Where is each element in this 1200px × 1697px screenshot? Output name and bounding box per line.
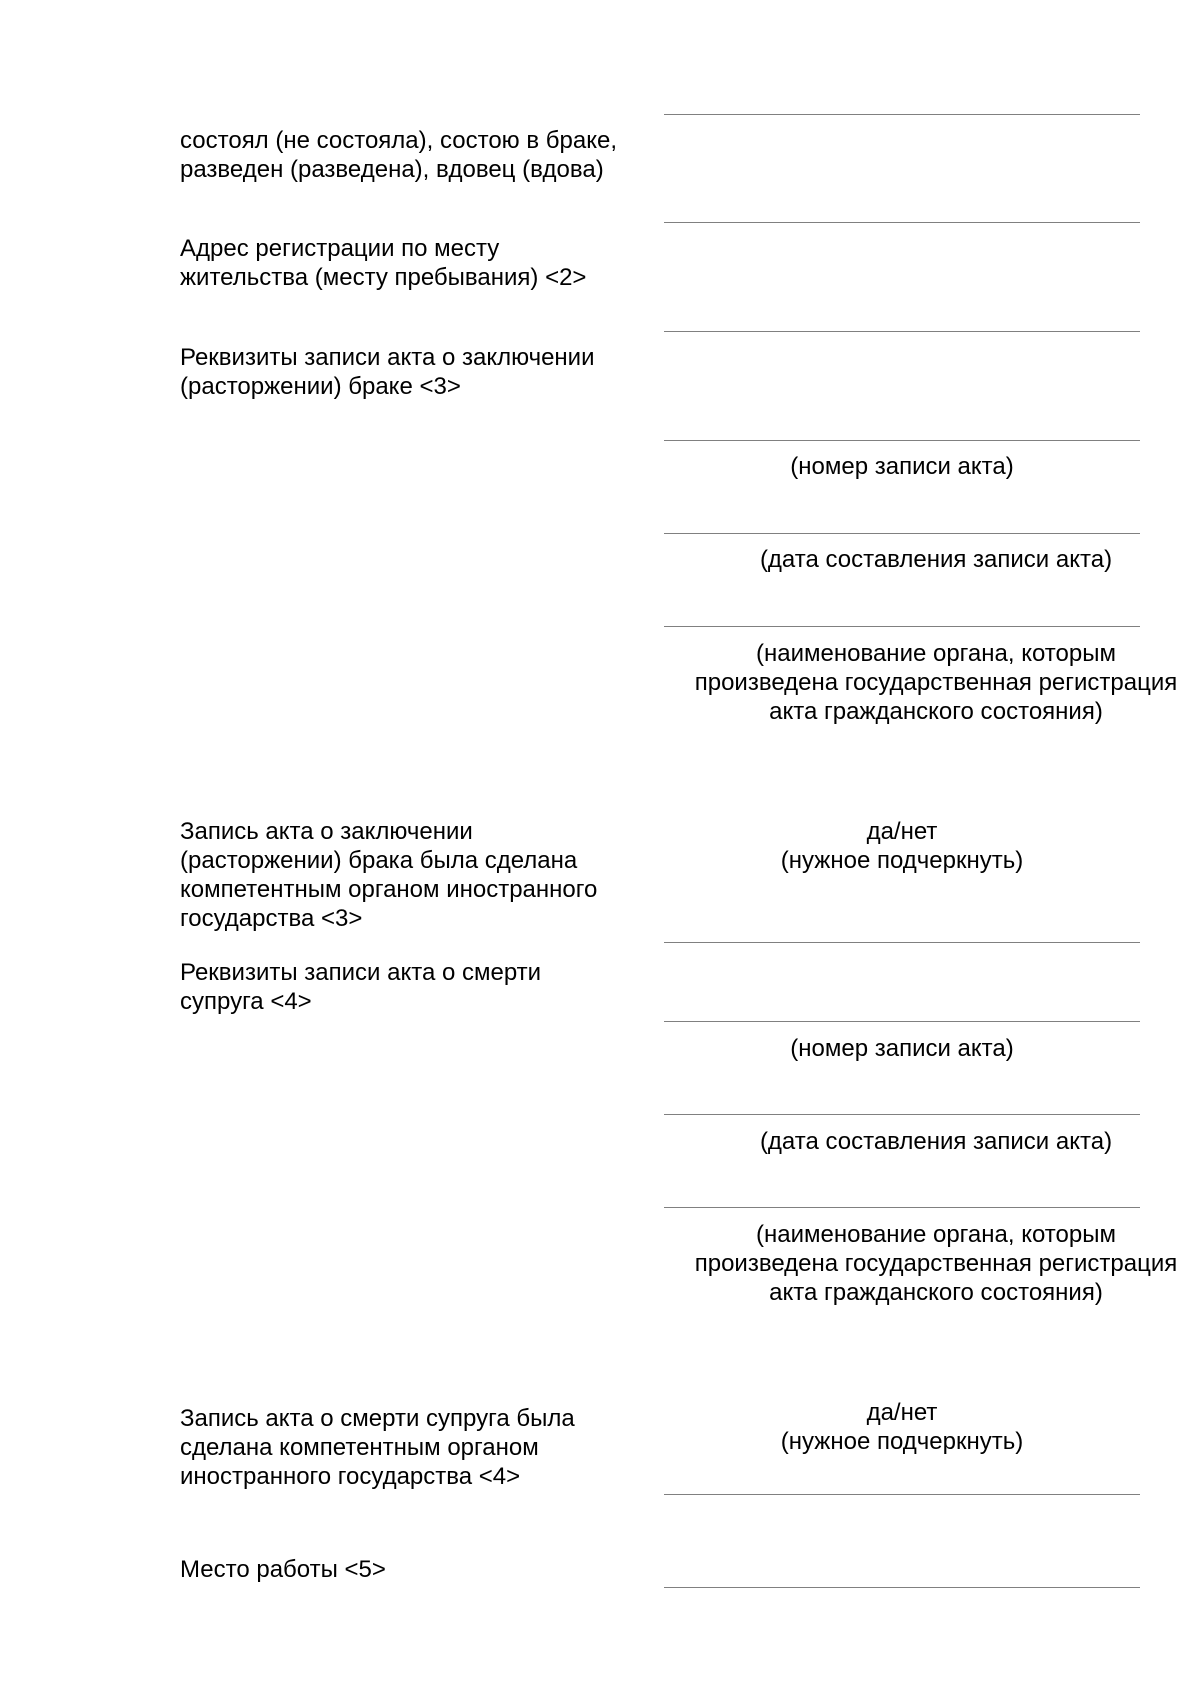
death-underline-hint: (нужное подчеркнуть) <box>780 1428 1024 1455</box>
marriage-record-number-caption: (номер записи акта) <box>790 453 1014 480</box>
death-foreign-line <box>664 1494 1140 1495</box>
death-record-date-line <box>664 1207 1140 1208</box>
death-record-number-caption: (номер записи акта) <box>790 1035 1014 1062</box>
marriage-foreign-line <box>664 942 1140 943</box>
marriage-record-details-label: Реквизиты записи акта о заключении (расторжении) браке <3> <box>180 344 595 400</box>
death-record-number-line <box>664 1114 1140 1115</box>
marriage-underline-hint: (нужное подчеркнуть) <box>780 847 1024 874</box>
marriage-foreign-authority-label: Запись акта о заключении (расторжении) брака была сделана компетентным органом иностранного государства <3> <box>180 818 598 932</box>
workplace-line <box>664 1587 1140 1588</box>
marriage-record-line <box>664 440 1140 441</box>
death-yes-no-option: да/нет <box>866 1399 938 1426</box>
marriage-record-date-line <box>664 626 1140 627</box>
marriage-yes-no-option: да/нет <box>866 818 938 845</box>
marriage-record-date-caption: (дата составления записи акта) <box>759 546 1113 573</box>
death-foreign-authority-label: Запись акта о смерти супруга была сделана компетентным органом иностранного государства <4> <box>180 1405 575 1490</box>
death-record-date-caption: (дата составления записи акта) <box>759 1128 1113 1155</box>
marital-status-line-top <box>664 114 1140 115</box>
marital-status-label: состоял (не состояла), состою в браке, разведен (разведена), вдовец (вдова) <box>180 127 617 183</box>
registration-address-label: Адрес регистрации по месту жительства (месту пребывания) <2> <box>180 235 587 291</box>
workplace-label: Место работы <5> <box>180 1556 386 1583</box>
death-registering-body-caption: (наименование органа, которым произведена государственная регистрация акта гражданского состояния) <box>694 1221 1178 1306</box>
marriage-registering-body-caption: (наименование органа, которым произведена государственная регистрация акта гражданского состояния) <box>694 640 1178 725</box>
death-record-details-label: Реквизиты записи акта о смерти супруга <4> <box>180 959 542 1015</box>
registration-address-line <box>664 331 1140 332</box>
marital-status-line <box>664 222 1140 223</box>
death-record-line <box>664 1021 1140 1022</box>
marriage-record-number-line <box>664 533 1140 534</box>
